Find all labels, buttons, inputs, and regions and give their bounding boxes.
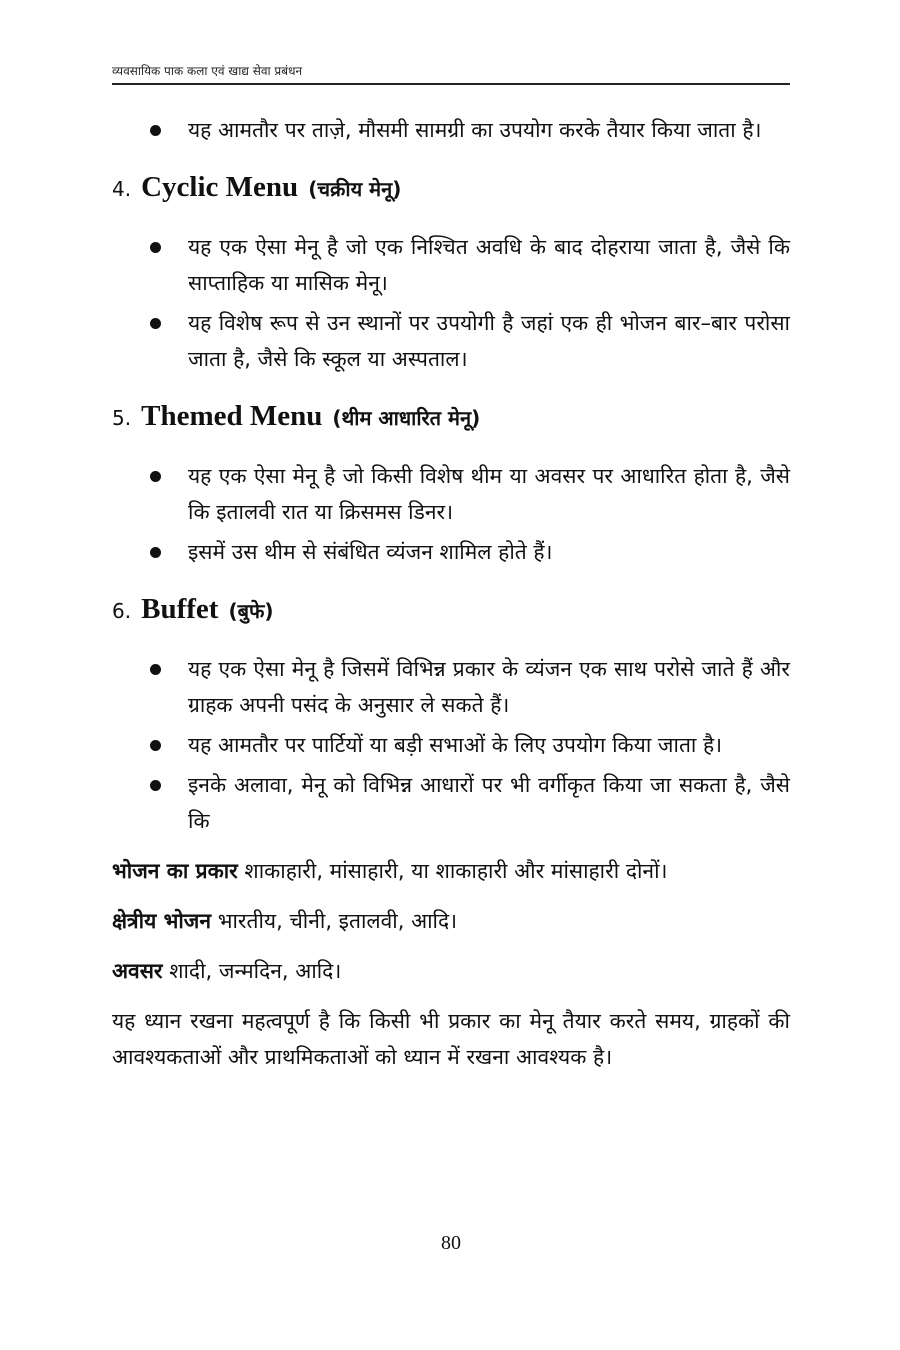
bullet-icon xyxy=(150,242,161,253)
list-item xyxy=(112,305,790,377)
section-number: 5. xyxy=(112,406,132,430)
list-item xyxy=(112,727,790,763)
classification-term: क्षेत्रीय भोजन xyxy=(112,909,212,933)
page-number: 80 xyxy=(441,1232,461,1254)
classification-food-type xyxy=(112,853,790,889)
bullet-text: यह एक ऐसा मेनू है जो एक निश्चित अवधि के बाद दोहराया जाता है, जैसे कि साप्ताहिक या मासिक मेनू। xyxy=(188,235,790,295)
header-rule xyxy=(112,83,790,85)
classification-regional xyxy=(112,903,790,939)
bullet-text: इनके अलावा, मेनू को विभिन्न आधारों पर भी वर्गीकृत किया जा सकता है, जैसे कि xyxy=(188,773,790,833)
bullet-icon xyxy=(150,125,161,136)
classification-term: भोजन का प्रकार xyxy=(112,859,238,883)
section-title-en: Cyclic Menu xyxy=(141,171,299,203)
themed-menu-bullet-list xyxy=(112,458,790,570)
bullet-text: यह एक ऐसा मेनू है जिसमें विभिन्न प्रकार के व्यंजन एक साथ परोसे जाते हैं और ग्राहक अपनी पसंद के अनुसार ले सकते हैं। xyxy=(188,657,790,717)
section-title-hi: (थीम आधारित मेनू) xyxy=(332,406,481,430)
list-item xyxy=(112,458,790,530)
section-heading-buffet xyxy=(112,588,790,631)
bullet-icon xyxy=(150,740,161,751)
section-title-hi: (चक्रीय मेनू) xyxy=(308,177,402,201)
bullet-text: यह आमतौर पर पार्टियों या बड़ी सभाओं के लिए उपयोग किया जाता है। xyxy=(188,733,723,757)
classification-term: अवसर xyxy=(112,959,163,983)
bullet-icon xyxy=(150,471,161,482)
section-heading-themed-menu xyxy=(112,395,790,438)
section-number: 6. xyxy=(112,599,132,623)
buffet-bullet-list xyxy=(112,651,790,839)
bullet-text: यह विशेष रूप से उन स्थानों पर उपयोगी है जहां एक ही भोजन बार–बार परोसा जाता है, जैसे कि स्कूल या अस्पताल। xyxy=(188,311,790,371)
section-title-en: Buffet xyxy=(141,593,219,625)
bullet-text: यह एक ऐसा मेनू है जो किसी विशेष थीम या अवसर पर आधारित होता है, जैसे कि इतालवी रात या क्रिसमस डिनर। xyxy=(188,464,790,524)
list-item xyxy=(112,112,790,148)
intro-bullet-list xyxy=(112,112,790,148)
bullet-text: इसमें उस थीम से संबंधित व्यंजन शामिल होते हैं। xyxy=(188,540,553,564)
page-content xyxy=(112,112,790,1075)
bullet-icon xyxy=(150,780,161,791)
document-page xyxy=(112,0,790,1350)
list-item xyxy=(112,229,790,301)
bullet-icon xyxy=(150,547,161,558)
classification-occasion xyxy=(112,953,790,989)
list-item xyxy=(112,767,790,839)
closing-paragraph: यह ध्यान रखना महत्वपूर्ण है कि किसी भी प्रकार का मेनू तैयार करते समय, ग्राहकों की आवश्यकताओं और प्राथमिकताओं को ध्यान में रखना आवश्यक है। xyxy=(112,1009,790,1069)
bullet-icon xyxy=(150,318,161,329)
bullet-icon xyxy=(150,664,161,675)
section-heading-cyclic-menu xyxy=(112,166,790,209)
list-item xyxy=(112,534,790,570)
cyclic-menu-bullet-list xyxy=(112,229,790,377)
classification-text: शादी, जन्मदिन, आदि। xyxy=(169,959,342,983)
section-title-hi: (बुफे) xyxy=(228,599,274,623)
section-title-en: Themed Menu xyxy=(141,400,323,432)
section-number: 4. xyxy=(112,177,132,201)
classification-text: भारतीय, चीनी, इतालवी, आदि। xyxy=(217,909,458,933)
list-item xyxy=(112,651,790,723)
classification-text: शाकाहारी, मांसाहारी, या शाकाहारी और मांसाहारी दोनों। xyxy=(244,859,668,883)
running-header: व्यवसायिक पाक कला एवं खाद्य सेवा प्रबंधन xyxy=(112,64,303,78)
bullet-text: यह आमतौर पर ताज़े, मौसमी सामग्री का उपयोग करके तैयार किया जाता है। xyxy=(188,118,762,142)
